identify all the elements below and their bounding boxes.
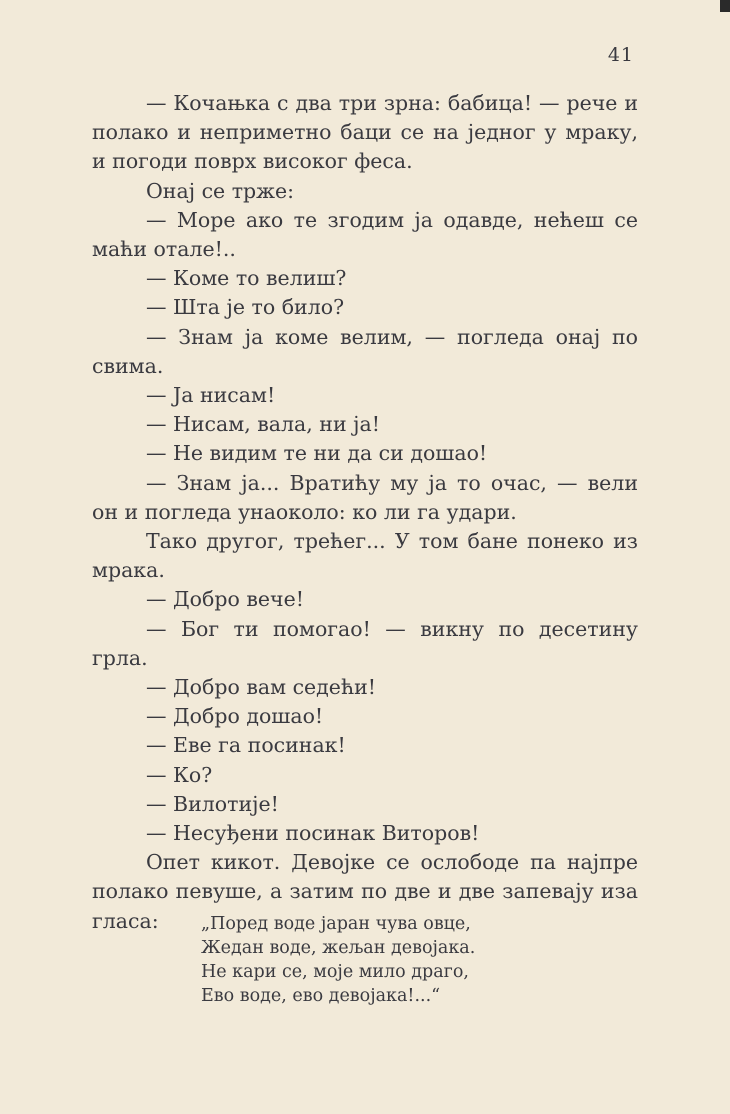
paragraph: — Ко? [146, 762, 213, 787]
page-number: 41 [607, 44, 634, 66]
paragraph: Тако другог, трећег... У том бане понеко из мрака. [92, 529, 638, 583]
paragraph: — Несуђени посинак Виторов! [146, 821, 480, 846]
paragraph: — Ја нисам! [146, 383, 276, 408]
paragraph: — Кочањка с два три зрна: бабица! — рече и полако и неприметно баци се на једног у мраку, и погоди поврх високог феса. [92, 91, 638, 174]
poem-line: Жедан воде, жељан девојака. [201, 938, 476, 958]
poem-stanza [201, 912, 475, 1008]
paragraph: — Добро вам седећи! [146, 675, 377, 700]
corner-mark [720, 0, 730, 12]
paragraph: — Знам ја... Вратићу му ја то очас, — вели он и погледа унаоколо: ко ли га удари. [92, 470, 638, 524]
paragraph: — Вилотије! [146, 791, 279, 816]
paragraph: — Добро дошао! [146, 704, 324, 729]
paragraph: — Не видим те ни да си дошао! [146, 441, 488, 466]
paragraph: — Еве га посинак! [146, 733, 346, 758]
paragraph: — Море ако те згодим ја одавде, нећеш се маћи отале!.. [92, 207, 638, 262]
paragraph: — Бог ти помогао! — викну по десетину грла. [92, 616, 638, 670]
paragraph: — Шта је то било? [146, 295, 345, 320]
paragraph: — Нисам, вала, ни ја! [146, 412, 380, 437]
paragraph: Онај се трже: [146, 178, 295, 203]
prose-text [92, 89, 638, 936]
paragraph: — Добро вече! [146, 587, 304, 612]
paragraph: — Знам ја коме велим, — погледа онај по свима. [92, 324, 638, 378]
paragraph: Опет кикот. Девојке се ослободе па најпре полако певуше, а затим по две и две запевају иза гласа: [92, 850, 638, 933]
poem-line: „Поред воде јаран чува овце, [201, 914, 471, 934]
poem-line: Ево воде, ево девојака!...“ [201, 986, 441, 1006]
paragraph: — Коме то велиш? [146, 266, 347, 291]
poem-line: Не кари се, моје мило драго, [201, 962, 469, 982]
